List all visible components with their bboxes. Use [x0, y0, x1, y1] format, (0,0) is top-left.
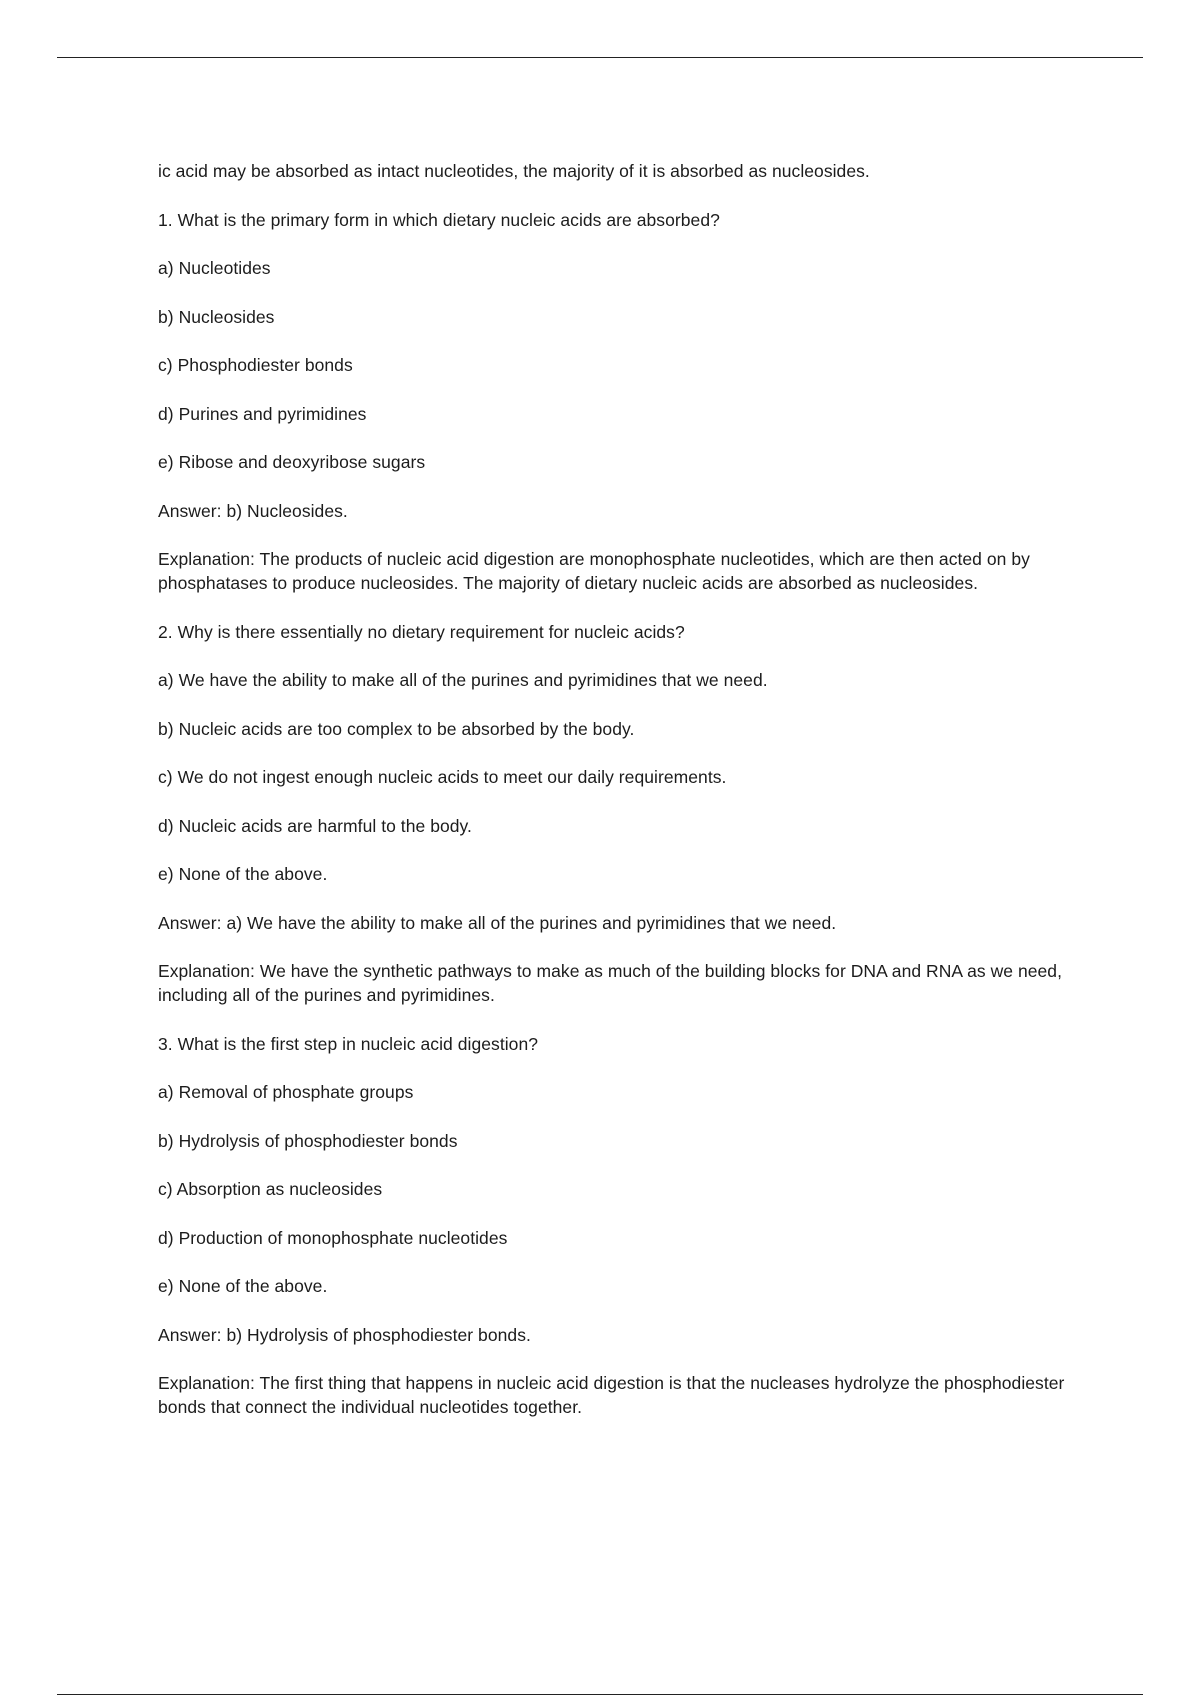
option-a: a) We have the ability to make all of the purines and pyrimidines that we need. [158, 670, 768, 690]
option-c: c) Absorption as nucleosides [158, 1179, 383, 1199]
option-e: e) None of the above. [158, 864, 328, 884]
option-a: a) Removal of phosphate groups [158, 1082, 414, 1102]
question-text: 3. What is the first step in nucleic acid digestion? [158, 1033, 539, 1054]
answer-text: Answer: a) We have the ability to make all of the purines and pyrimidines that we need. [158, 912, 837, 933]
option-c: c) We do not ingest enough nucleic acids to meet our daily requirements. [158, 767, 727, 787]
option-d: d) Purines and pyrimidines [158, 403, 367, 424]
option-d: d) Nucleic acids are harmful to the body. [158, 815, 472, 836]
lead-text: ic acid may be absorbed as intact nucleotides, the majority of it is absorbed as nucleosides. [158, 161, 870, 181]
question-text: 1. What is the primary form in which dietary nucleic acids are absorbed? [158, 209, 720, 230]
option-b: b) Nucleic acids are too complex to be absorbed by the body. [158, 718, 635, 739]
option-e: e) Ribose and deoxyribose sugars [158, 452, 426, 472]
explanation-text: Explanation: We have the synthetic pathways to make as much of the building blocks for DNA and RNA as we need, including all of the purines and pyrimidines. [158, 961, 1063, 1005]
answer-text: Answer: b) Nucleosides. [158, 500, 348, 521]
question-block-1 [158, 208, 1086, 596]
question-block-2 [158, 620, 1086, 1008]
option-b: b) Hydrolysis of phosphodiester bonds [158, 1130, 458, 1151]
option-b: b) Nucleosides [158, 306, 275, 327]
top-rule [57, 57, 1143, 58]
explanation-text: Explanation: The products of nucleic acid digestion are monophosphate nucleotides, which are then acted on by phosphatases to produce nucleosides. The majority of dietary nucleic acids are absorbed as nucleosides. [158, 549, 1030, 593]
option-a: a) Nucleotides [158, 258, 271, 278]
option-c: c) Phosphodiester bonds [158, 355, 353, 375]
question-block-3 [158, 1032, 1086, 1420]
option-d: d) Production of monophosphate nucleotides [158, 1227, 508, 1248]
explanation-text: Explanation: The first thing that happens in nucleic acid digestion is that the nucleases hydrolyze the phosphodiester bonds that connect the individual nucleotides together. [158, 1373, 1065, 1417]
option-e: e) None of the above. [158, 1276, 328, 1296]
question-text: 2. Why is there essentially no dietary requirement for nucleic acids? [158, 621, 685, 642]
bottom-rule [57, 1694, 1143, 1695]
answer-text: Answer: b) Hydrolysis of phosphodiester bonds. [158, 1324, 531, 1345]
document-body [158, 159, 1086, 1444]
